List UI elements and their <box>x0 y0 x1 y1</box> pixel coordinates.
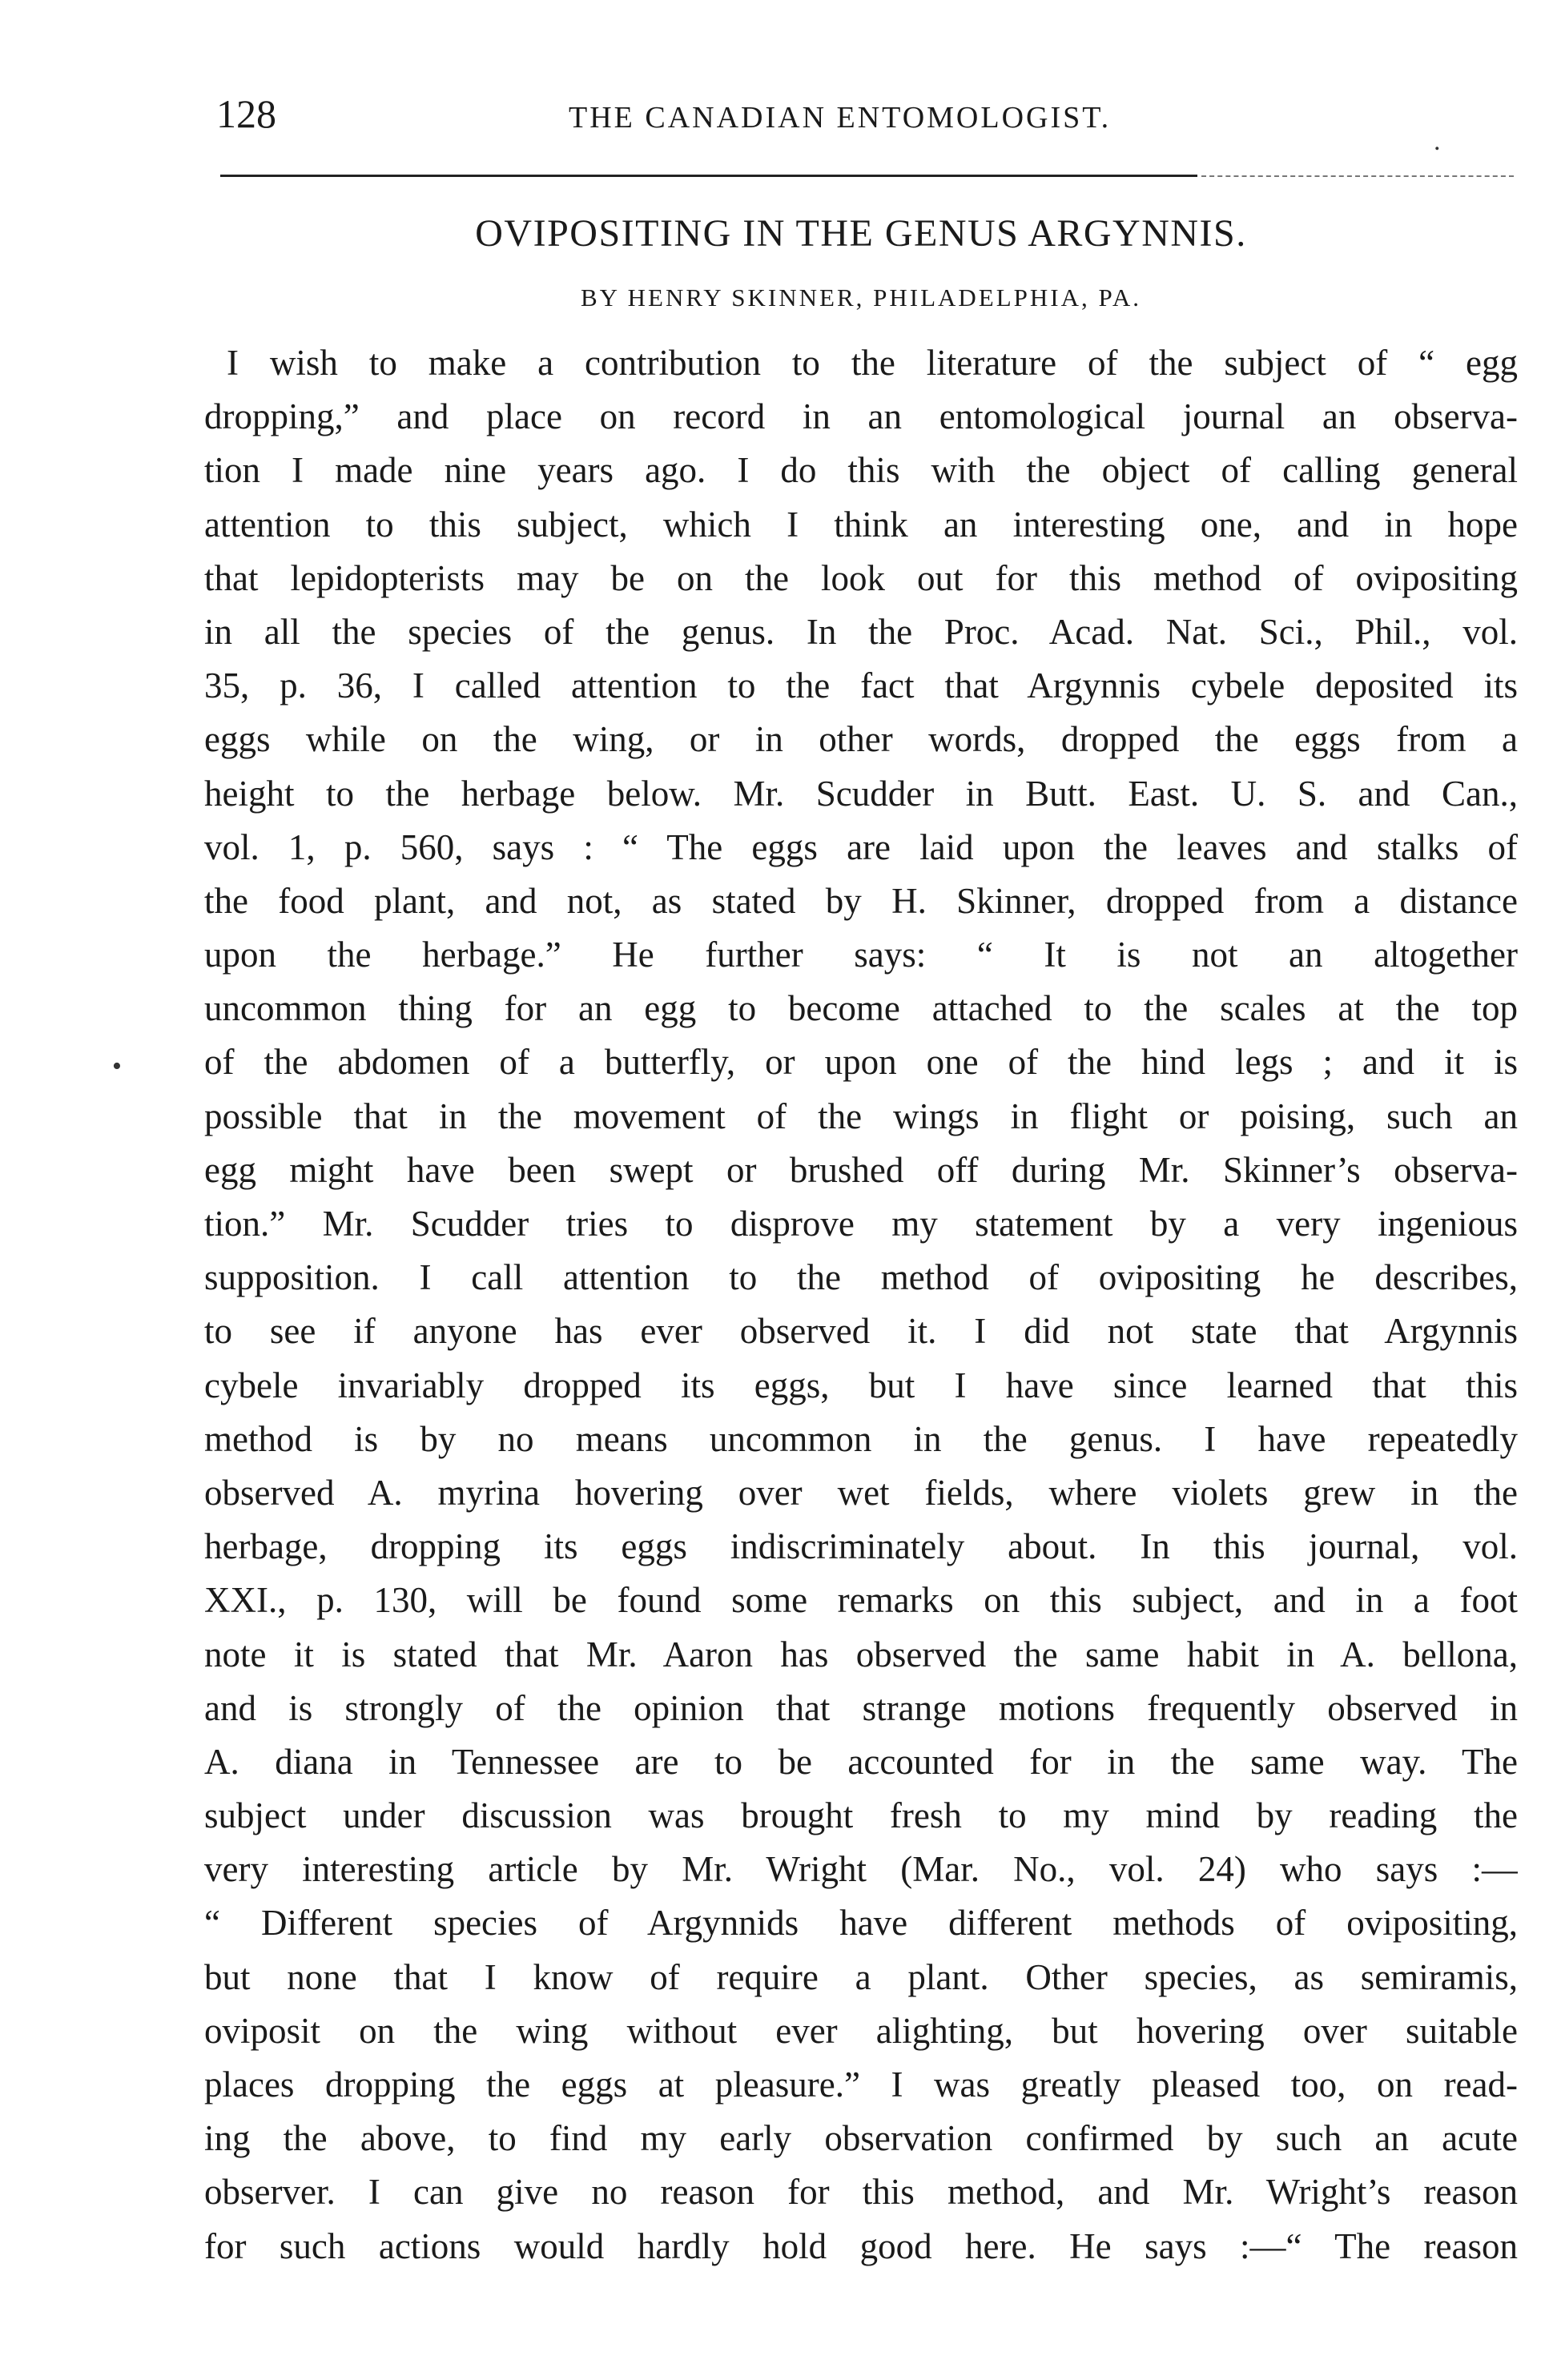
text-line: to see if anyone has ever observed it. I did not state that Argynnis <box>204 1311 1518 1352</box>
text-line: but none that I know of require a plant. Other species, as semiramis, <box>204 1956 1518 1997</box>
text-line: possible that in the movement of the wings in flight or poising, such an <box>204 1096 1518 1136</box>
text-line: in all the species of the genus. In the Proc. Acad. Nat. Sci., Phil., vol. <box>204 611 1518 652</box>
print-speck: • <box>112 1051 122 1081</box>
text-line: tion.” Mr. Scudder tries to disprove my statement by a very ingenious <box>204 1204 1518 1244</box>
journal-name: THE CANADIAN ENTOMOLOGIST. <box>569 101 1112 135</box>
text-line: egg might have been swept or brushed off during Mr. Skinner’s observa- <box>204 1149 1518 1190</box>
text-line: observer. I can give no reason for this method, and Mr. Wright’s reason <box>204 2172 1518 2213</box>
text-line: upon the herbage.” He further says: “ It is not an altogether <box>204 935 1518 975</box>
text-line: vol. 1, p. 560, says : “ The eggs are laid upon the leaves and stalks of <box>204 826 1518 867</box>
text-line: and is strongly of the opinion that strange motions frequently observed in <box>204 1687 1518 1728</box>
text-line: I wish to make a contribution to the literature of the subject of “ egg <box>227 343 1518 383</box>
text-line: eggs while on the wing, or in other words, dropped the eggs from a <box>204 719 1518 760</box>
text-line: “ Different species of Argynnids have different methods of ovipositing, <box>204 1903 1518 1944</box>
text-line: the food plant, and not, as stated by H. Skinner, dropped from a distance <box>204 880 1518 921</box>
header-rule <box>220 175 1197 177</box>
text-line: oviposit on the wing without ever alighting, but hovering over suitable <box>204 2010 1518 2051</box>
text-line: subject under discussion was brought fresh to my mind by reading the <box>204 1795 1518 1836</box>
text-line: tion I made nine years ago. I do this with the object of calling general <box>204 450 1518 491</box>
text-line: A. diana in Tennessee are to be accounted for in the same way. The <box>204 1741 1518 1782</box>
print-speck: . <box>1434 127 1441 156</box>
text-line: places dropping the eggs at pleasure.” I was greatly pleased too, on read- <box>204 2064 1518 2105</box>
text-line: that lepidopterists may be on the look out for this method of ovipositing <box>204 557 1518 598</box>
text-line: cybele invariably dropped its eggs, but I have since learned that this <box>204 1365 1518 1405</box>
article-byline: BY HENRY SKINNER, PHILADELPHIA, PA. <box>580 283 1142 312</box>
header-rule-tail <box>1201 175 1514 177</box>
text-line: attention to this subject, which I think an interesting one, and in hope <box>204 504 1518 545</box>
text-line: dropping,” and place on record in an entomological journal an observa- <box>204 396 1518 437</box>
text-line: method is by no means uncommon in the genus. I have repeatedly <box>204 1418 1518 1459</box>
text-line: observed A. myrina hovering over wet fields, where violets grew in the <box>204 1472 1518 1513</box>
text-line: XXI., p. 130, will be found some remarks on this subject, and in a foot <box>204 1580 1518 1621</box>
article-title: OVIPOSITING IN THE GENUS ARGYNNIS. <box>475 212 1247 255</box>
text-line: herbage, dropping its eggs indiscriminately about. In this journal, vol. <box>204 1526 1518 1567</box>
running-head <box>216 90 1514 146</box>
page-number: 128 <box>216 91 276 136</box>
text-line: very interesting article by Mr. Wright (Mar. No., vol. 24) who says :— <box>204 1849 1518 1890</box>
text-line: ing the above, to find my early observation confirmed by such an acute <box>204 2118 1518 2159</box>
text-line: note it is stated that Mr. Aaron has observed the same habit in A. bellona, <box>204 1634 1518 1674</box>
text-line: 35, p. 36, I called attention to the fact that Argynnis cybele deposited its <box>204 665 1518 706</box>
text-line: supposition. I call attention to the method of ovipositing he describes, <box>204 1257 1518 1298</box>
text-line: for such actions would hardly hold good here. He says :—“ The reason <box>204 2225 1518 2266</box>
article-body <box>204 336 1518 2290</box>
text-line: of the abdomen of a butterfly, or upon one of the hind legs ; and it is <box>204 1042 1518 1083</box>
text-line: height to the herbage below. Mr. Scudder in Butt. East. U. S. and Can., <box>204 773 1518 814</box>
text-line: uncommon thing for an egg to become attached to the scales at the top <box>204 988 1518 1029</box>
